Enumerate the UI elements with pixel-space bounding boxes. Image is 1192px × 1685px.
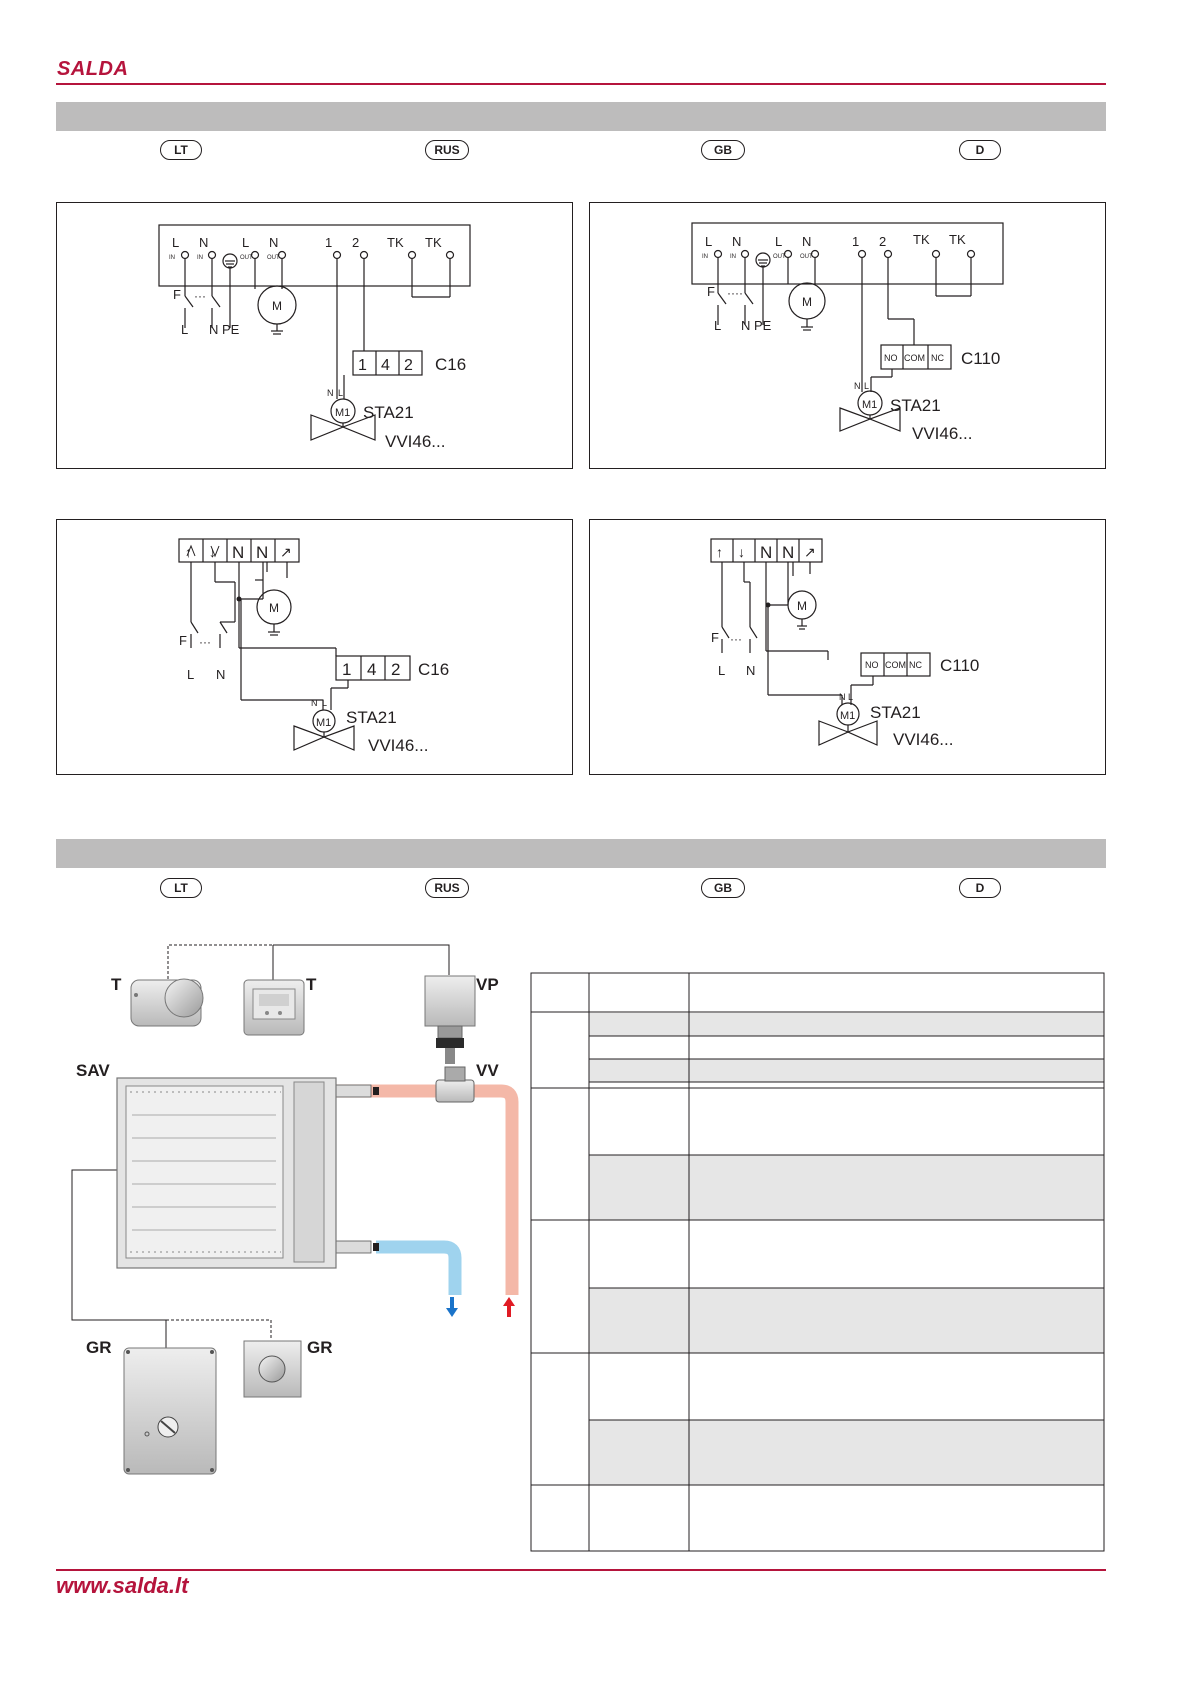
label-regulator-2: GR	[307, 1338, 333, 1357]
terminal-sub: IN	[197, 255, 203, 261]
controller-contact: NO	[884, 353, 898, 363]
controller-contact: 1	[358, 357, 367, 374]
controller-contact: 4	[367, 660, 377, 679]
controller-contact: NO	[865, 660, 879, 670]
label-thermostat-2: T	[306, 975, 317, 994]
terminal-sub: OUT	[267, 255, 280, 261]
terminal-symbol: ↓	[738, 544, 745, 560]
valve-label: VVI46...	[368, 736, 429, 755]
motor-label: M	[797, 599, 807, 613]
fuse-dots: ···	[730, 632, 742, 646]
fuse-dots: ····	[727, 286, 743, 300]
fuse-dots: ···	[194, 289, 206, 303]
controller-contact: COM	[885, 660, 906, 670]
wiring-diagram-top-left	[56, 202, 573, 469]
valve-motor-pin: L	[864, 381, 870, 391]
controller-name: C16	[435, 355, 467, 374]
terminal-label: L	[242, 235, 250, 250]
terminal-label: 1	[852, 234, 860, 249]
terminal-sub: IN	[730, 254, 736, 260]
header-rule	[56, 83, 1106, 85]
hot-arrow-icon	[503, 1297, 515, 1317]
thermostat-1	[131, 979, 203, 1026]
lang-badge-rus: RUS	[425, 878, 469, 898]
lang-badge-gb: GB	[701, 140, 745, 160]
feed-label: PE	[754, 318, 772, 333]
terminal-label: N	[732, 234, 742, 249]
terminal-symbol: ↑	[185, 544, 192, 560]
terminal-symbol: ↗	[804, 544, 816, 560]
actuator-label: STA21	[363, 403, 414, 422]
terminal-label: L	[775, 234, 783, 249]
terminal-sub: OUT	[800, 254, 813, 260]
terminal-label: L	[705, 234, 713, 249]
motor-label: M	[272, 299, 282, 313]
actuator-label: STA21	[870, 703, 921, 722]
feed-label: L	[718, 663, 726, 678]
controller-contact: COM	[904, 353, 925, 363]
fuse-label: F	[707, 284, 715, 299]
valve-motor-label: M1	[840, 710, 856, 722]
terminal-sub: IN	[169, 255, 175, 261]
valve-motor-pin: N	[311, 698, 318, 708]
heater-unit	[117, 1078, 336, 1268]
actuator-label: STA21	[890, 396, 941, 415]
cold-arrow-icon	[446, 1297, 458, 1317]
controller-name: C110	[961, 349, 1001, 368]
thermostat-2	[244, 980, 304, 1035]
terminal-symbol: ↗	[280, 544, 292, 560]
fuse-dots: ···	[199, 635, 211, 649]
controller-contact: 1	[342, 660, 352, 679]
feed-label: L	[187, 667, 195, 682]
cold-pipe	[376, 1247, 455, 1295]
valve-motor-label: M1	[316, 717, 332, 729]
valve-motor-pin: N	[839, 692, 846, 702]
valve-motor-pin: N	[854, 381, 861, 391]
wiring-diagram-top-right	[589, 202, 1106, 469]
controller-contact: NC	[909, 660, 922, 670]
component-table	[530, 970, 1108, 1555]
fuse-label: F	[179, 633, 187, 648]
section-band-wiring	[56, 102, 1106, 131]
terminal-label: N	[760, 543, 773, 562]
controller-contact: NC	[931, 353, 944, 363]
feed-label: N	[209, 322, 219, 337]
valve-label: VVI46...	[385, 432, 446, 451]
valve-actuator	[425, 976, 475, 1064]
hot-pipe	[336, 1091, 512, 1295]
terminal-label: N	[802, 234, 812, 249]
terminal-label: L	[172, 235, 180, 250]
terminal-label: 2	[352, 235, 360, 250]
feed-label: N	[741, 318, 751, 333]
controller-contact: 2	[391, 660, 401, 679]
salda-logo: SALDA	[57, 58, 129, 80]
feed-label: N	[746, 663, 756, 678]
terminal-label: TK	[913, 232, 930, 247]
section-band-system	[56, 839, 1106, 868]
valve-motor-pin: L	[848, 692, 854, 702]
feed-label: L	[714, 318, 722, 333]
terminal-label: N	[199, 235, 209, 250]
system-illustration	[56, 930, 556, 1490]
motor-label: M	[269, 601, 279, 615]
lang-badge-d: D	[959, 140, 1001, 160]
terminal-label: 1	[325, 235, 333, 250]
footer-rule	[56, 1569, 1106, 1571]
valve-motor-pin: L	[338, 388, 344, 398]
actuator-label: STA21	[346, 708, 397, 727]
lang-badge-rus: RUS	[425, 140, 469, 160]
valve-body	[436, 1067, 474, 1102]
controller-name: C16	[418, 660, 450, 679]
lang-badge-d: D	[959, 878, 1001, 898]
controller-contact: 2	[404, 357, 413, 374]
wiring-diagram-bottom-left	[56, 519, 573, 775]
terminal-label: N	[269, 235, 279, 250]
terminal-sub: OUT	[773, 254, 786, 260]
regulator-2	[244, 1341, 301, 1397]
feed-label: PE	[222, 322, 240, 337]
controller-name: C110	[940, 656, 980, 675]
wiring-diagram-bottom-right	[589, 519, 1106, 775]
terminal-label: N	[232, 543, 245, 562]
terminal-sub: IN	[702, 254, 708, 260]
terminal-label: 2	[879, 234, 887, 249]
label-heater: SAV	[76, 1061, 110, 1080]
terminal-label: TK	[387, 235, 404, 250]
valve-motor-pin: N	[327, 388, 334, 398]
terminal-label: TK	[425, 235, 442, 250]
terminal-symbol: ↑	[716, 544, 723, 560]
label-regulator-1: GR	[86, 1338, 112, 1357]
label-valve: VV	[476, 1061, 499, 1080]
terminal-sub: OUT	[240, 255, 253, 261]
terminal-symbol: ↓	[209, 544, 216, 560]
terminal-label: N	[782, 543, 795, 562]
terminal-label: TK	[949, 232, 966, 247]
valve-label: VVI46...	[912, 424, 973, 443]
controller-contact: 4	[381, 357, 390, 374]
valve-motor-pin: L	[322, 698, 328, 708]
fuse-label: F	[711, 630, 719, 645]
motor-label: M	[802, 295, 812, 309]
feed-label: N	[216, 667, 226, 682]
valve-label: VVI46...	[893, 730, 954, 749]
terminal-label: N	[256, 543, 269, 562]
lang-badge-lt: LT	[160, 878, 202, 898]
lang-badge-lt: LT	[160, 140, 202, 160]
regulator-1	[124, 1348, 216, 1474]
valve-motor-label: M1	[862, 399, 878, 411]
label-thermostat-1: T	[111, 975, 122, 994]
fuse-label: F	[173, 287, 181, 302]
feed-label: L	[181, 322, 189, 337]
footer-url[interactable]: www.salda.lt	[56, 1573, 189, 1598]
valve-motor-label: M1	[335, 407, 351, 419]
label-valve-actuator: VP	[476, 975, 499, 994]
lang-badge-gb: GB	[701, 878, 745, 898]
